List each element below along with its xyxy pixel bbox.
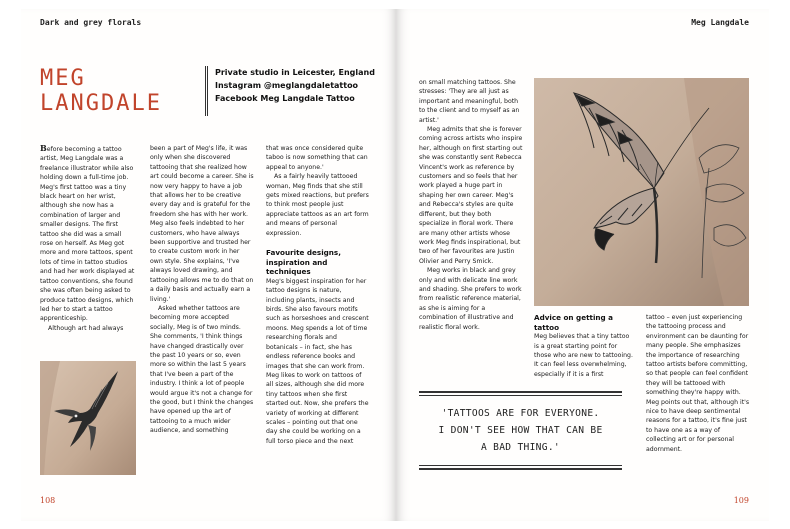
pull-quote-line-3: A BAD THING.': [481, 442, 560, 453]
body-paragraph: As a fairly heavily tattooed woman, Meg finds that she still gets mixed reactions, but prefers to think most people just appreciate tattoos as an art form and means of personal expression.: [266, 173, 369, 237]
instagram-handle: Instagram @meglangdaletattoo: [215, 81, 359, 90]
pull-quote: [419, 391, 622, 470]
right-column-2: [534, 313, 634, 379]
pull-quote-line-2: I DON'T SEE HOW THAT CAN BE: [438, 425, 603, 436]
drop-cap: B: [40, 143, 47, 153]
body-paragraph: Meg works in black and grey only and with delicate line work and shading. She prefers to work from realistic reference material, as she is aiming for a combination of illustrative and realistic floral work.: [419, 267, 522, 331]
body-paragraph: Meg's biggest inspiration for her tattoo designs is nature, including plants, insects and birds. She also favours motifs such as horseshoes and crescent moons. Meg spends a lot of time researching florals and botanicals – in fact, she has endless reference books and images that she can work from. Meg likes to work on tattoos of all sizes, although she did more tiny tattoos when she first started out. Now, she prefers the variety of working at different scales – pointing out that one day she could be working on a full torso piece and the next: [266, 277, 369, 445]
artist-name-title: [40, 66, 162, 116]
section-subhead: Favourite designs, inspiration and techniques: [266, 248, 341, 277]
butterfly-tattoo-image: [534, 78, 749, 306]
body-paragraph: been a part of Meg's life, it was only when she discovered tattooing that she realized how art could become a career. She is now very happy to have a job that allows her to be creative every day and is grateful for the freedom she has with her work. Meg also feels indebted to her customers, who have always been supportive and trusted her to create custom work in her own style. She explains, 'I've always loved drawing, and tattooing allows me to do that on a daily basis and actually earn a living.': [150, 145, 254, 303]
body-paragraph: Before becoming a tattoo artist, Meg Langdale was a freelance illustrator while also holding down a full-time job. Meg's first tattoo was a tiny black heart on her wrist, although she now has a combination of larger and smaller designs. The first tattoo she did was a small rose on herself. As Meg got more and more tattoos, spent lots of time in tattoo studios and had her work displayed at tattoo conventions, she found she was often being asked to produce tattoo designs, which led her to start a tattoo apprenticeship.: [40, 143, 135, 323]
pull-quote-line-1: 'TATTOOS ARE FOR EVERYONE.: [441, 408, 600, 419]
studio-location: Private studio in Leicester, England: [215, 68, 375, 77]
body-paragraph: on small matching tattoos. She stresses: 'They are all just as important and meaningful, both to the client and to myself as an artist.': [419, 79, 520, 124]
running-header-right: Meg Langdale: [691, 18, 749, 27]
left-column-3: [266, 144, 370, 446]
page-number-left: 108: [40, 496, 56, 505]
artist-info-block: [205, 66, 375, 116]
body-paragraph: tattoo – even just experiencing the tattooing process and environment can be daunting for many people. She emphasizes the importance of researching tattoo artists before committing, so that people can feel confident they will be tattooed with something they're happy with. Meg points out that, although it's nice to have deep sentimental reasons for a tattoo, it's fine just to have one as a way of collecting art or for personal adornment.: [646, 314, 750, 453]
swallow-tattoo-photo: [40, 361, 136, 475]
section-subhead: Advice on getting a tattoo: [534, 313, 614, 332]
body-paragraph: Asked whether tattoos are becoming more accepted socially, Meg is of two minds. She comments, 'I think things have changed drastically over the past 10 years or so, even more so within the last 5 years that I've been a part of the industry. I think a lot of people would argue it's not a change for the good, but I think the changes have opened up the art of tattooing to a much wider audience, and something: [150, 304, 254, 435]
swallow-tattoo-image: [40, 361, 136, 475]
body-paragraph: Although art had always: [48, 324, 124, 332]
title-line-2: LANGDALE: [40, 91, 162, 116]
facebook-page: Facebook Meg Langdale Tattoo: [215, 94, 355, 103]
running-header-left: Dark and grey florals: [40, 18, 142, 27]
right-column-3: [646, 313, 750, 454]
body-paragraph: Meg believes that a tiny tattoo is a great starting point for those who are new to tattooing. It can feel less overwhelming, especially if it is a first: [534, 333, 633, 378]
body-paragraph: that was once considered quite taboo is now something that can appeal to anyone.': [266, 145, 368, 171]
left-column-2: [150, 144, 254, 436]
butterfly-tattoo-photo: [534, 78, 749, 306]
page-number-right: 109: [733, 496, 749, 505]
right-column-1: [419, 78, 523, 332]
body-paragraph: Meg admits that she is forever coming across artists who inspire her, although on first starting out she was constantly sent Rebecca Vincent's work as reference by customers and so feels that her work played a huge part in shaping her own career. Meg's and Rebecca's styles are quite different, but they both specialize in floral work. There are many other artists whose work Meg finds inspirational, but two of her favourites are Justin Olivier and Perry Smick.: [419, 126, 523, 265]
left-column-1: [40, 144, 136, 333]
title-line-1: MEG: [40, 66, 86, 91]
